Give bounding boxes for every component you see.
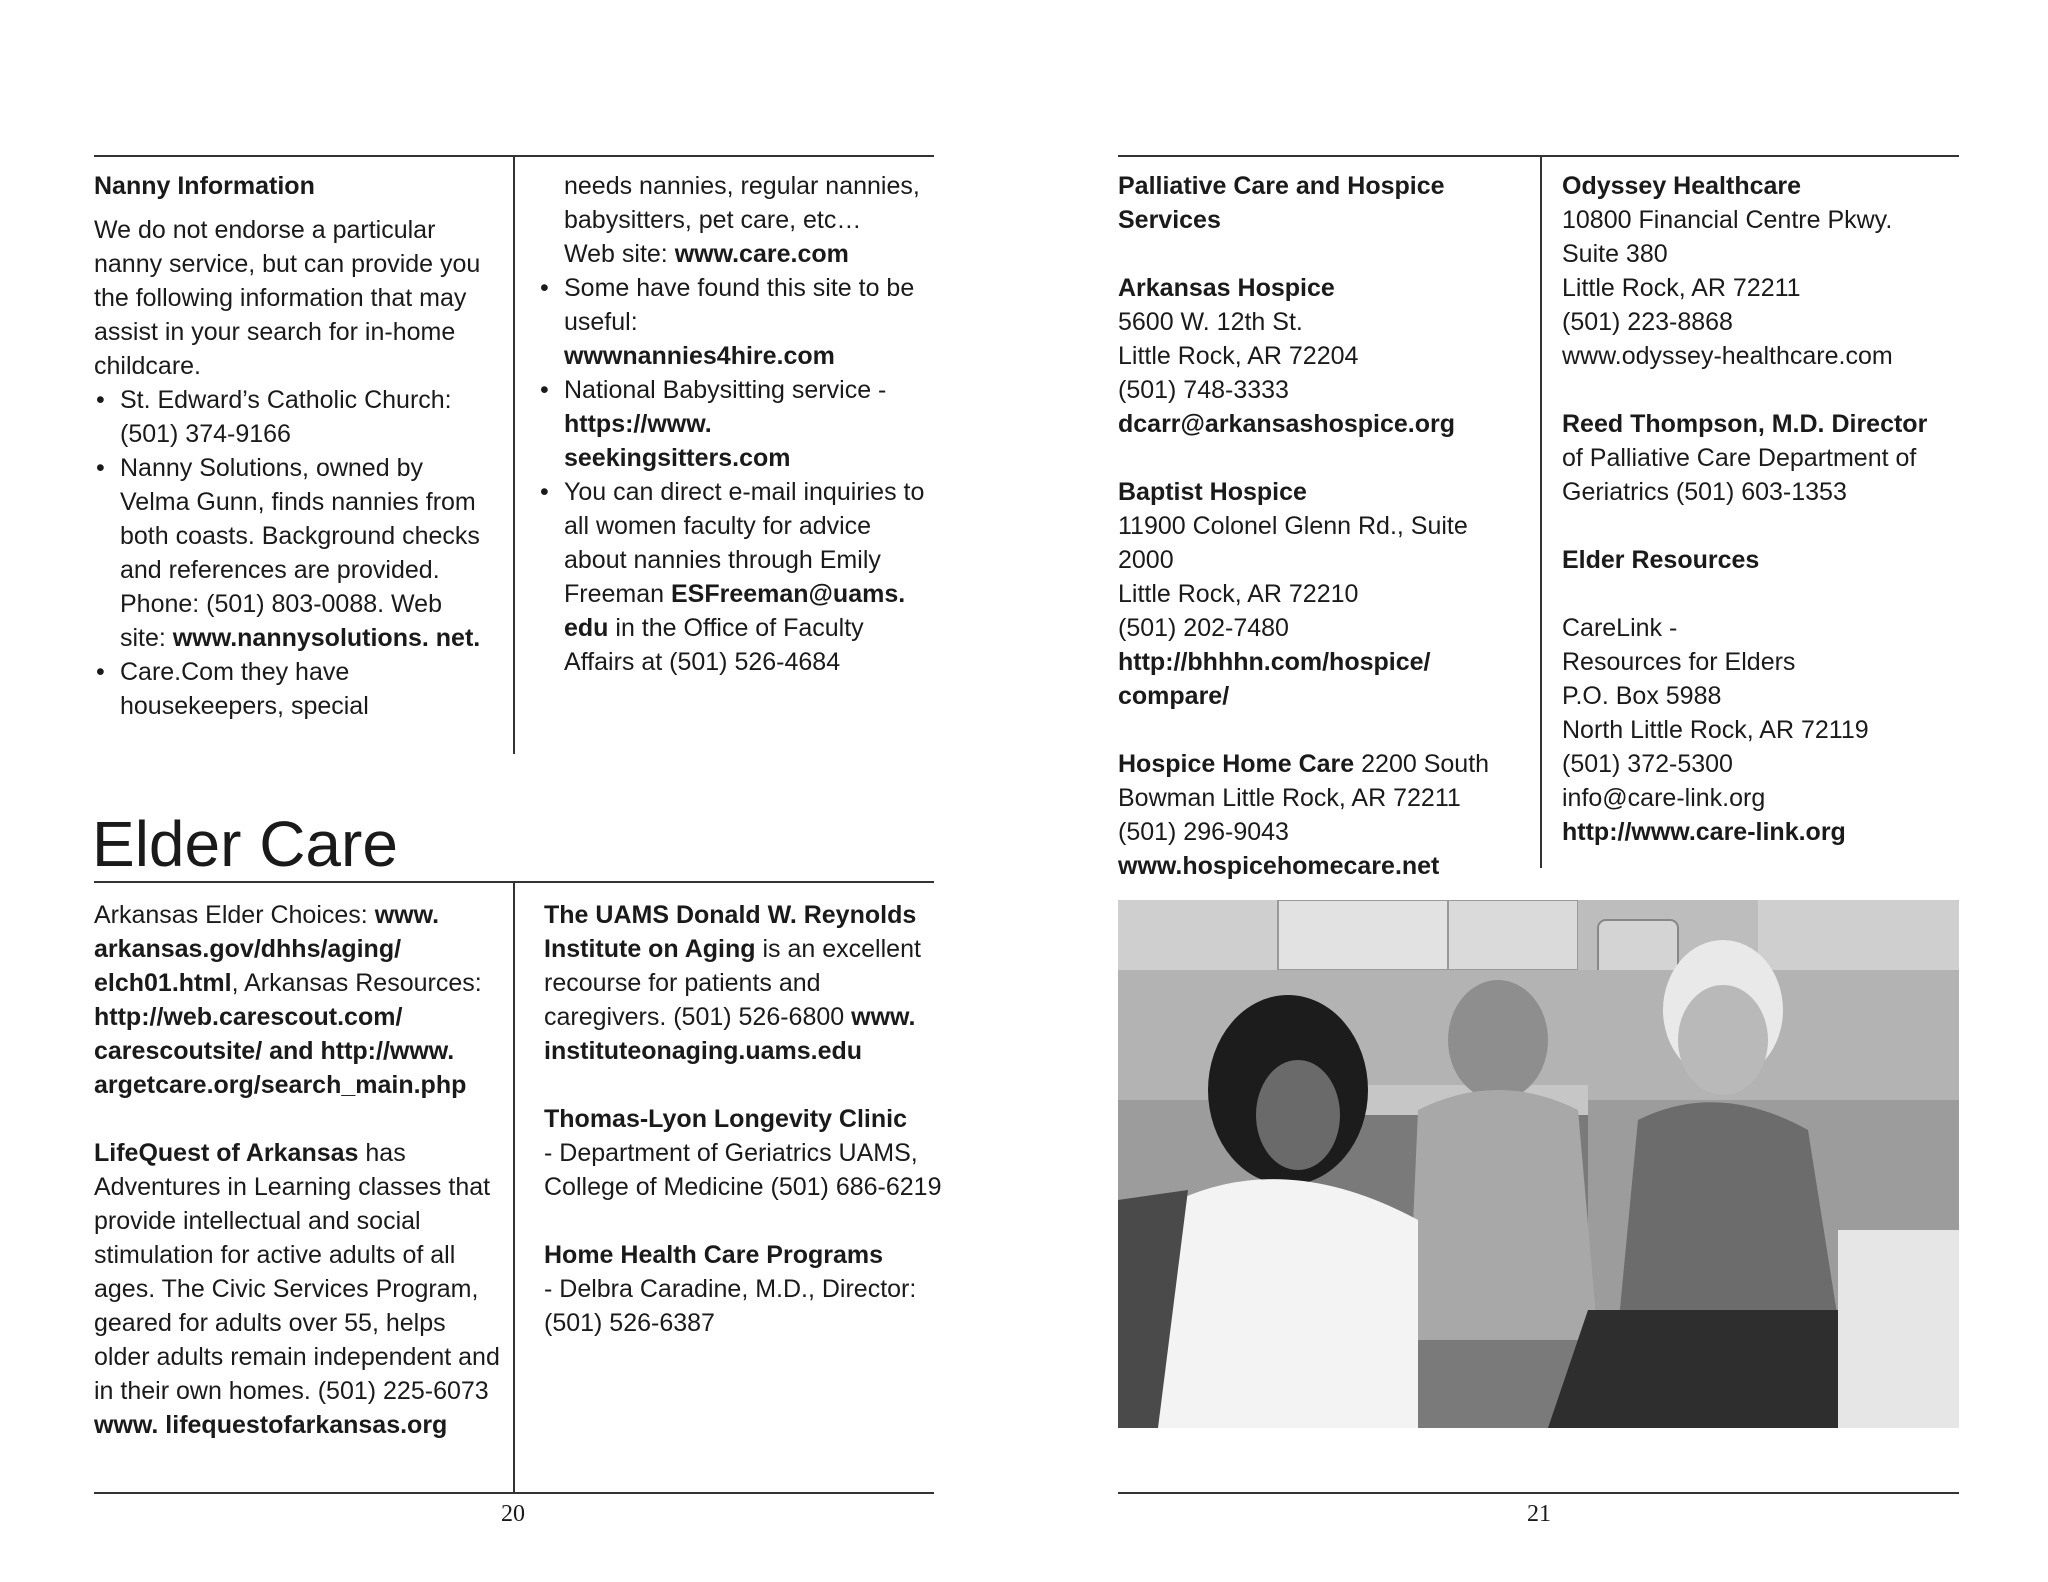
nanny-list-1	[94, 383, 494, 723]
baptist-hospice-city: Little Rock, AR 72210	[1118, 580, 1359, 608]
nanny-column-1	[94, 169, 494, 723]
list-item	[538, 373, 928, 475]
elder-resources-heading: Elder Resources	[1562, 546, 1760, 574]
arkansas-hospice-name: Arkansas Hospice	[1118, 274, 1335, 302]
lifequest-text: has Adventures in Learning classes that provide intellectual and social stimulation for active adults of all ages. The Civic Services Program, geared for adults over 55, helps older adults remain independent and in their own homes. (501) 225-6073	[94, 1139, 500, 1405]
lifequest-name: LifeQuest of Arkansas	[94, 1139, 359, 1167]
carelink-email[interactable]: info@care-link.org	[1562, 784, 1766, 812]
nannies4hire-text: Some have found this site to be useful:	[564, 274, 915, 336]
reed-thompson-name: Reed Thompson, M.D. Director	[1562, 410, 1928, 438]
nannies4hire-link[interactable]: wwwnannies4hire.com	[564, 342, 835, 370]
right-top-rule	[1118, 155, 1959, 157]
odyssey-city: Little Rock, AR 72211	[1562, 274, 1801, 302]
carescout-link[interactable]: http://web.carescout.com/ carescoutsite/ and http://www. argetcare.org/search_main.php	[94, 1003, 467, 1099]
carelink-web[interactable]: http://www.care-link.org	[1562, 818, 1846, 846]
care-com-continuation: needs nannies, regular nannies, babysitters, pet care, etc…	[564, 172, 920, 234]
nanny-solutions-text: Nanny Solutions, owned by Velma Gunn, finds nannies from both coasts. Background checks and references are provided. Phone: (501) 803-0088. Web site:	[120, 454, 480, 652]
nanny-column-2	[538, 169, 928, 679]
resources-column	[1562, 169, 1962, 849]
odyssey-web[interactable]: www.odyssey-healthcare.com	[1562, 342, 1893, 370]
elder-column-1	[94, 898, 504, 1442]
longevity-clinic-heading: Thomas-Lyon Longevity Clinic	[544, 1105, 907, 1133]
nanny-heading: Nanny Information	[94, 172, 315, 200]
reynolds-paragraph	[544, 898, 944, 1068]
page-number-left: 20	[501, 1501, 525, 1527]
elder-choices-label: Arkansas Elder Choices:	[94, 901, 375, 929]
carelink-phone: (501) 372-5300	[1562, 750, 1733, 778]
list-item: • Care.Com they have housekeepers, special	[94, 655, 494, 723]
odyssey-address: 10800 Financial Centre Pkwy.	[1562, 206, 1893, 234]
baptist-hospice-address: 11900 Colonel Glenn Rd., Suite 2000	[1118, 512, 1468, 574]
hospice-home-care-address: 2200 South Bowman Little Rock, AR 72211	[1118, 750, 1490, 812]
nanny-list-2	[538, 271, 928, 679]
reynolds-name: The UAMS Donald W. Reynolds Institute on Aging	[544, 901, 917, 963]
longevity-clinic-text: - Department of Geriatrics UAMS, College of Medicine (501) 686-6219	[544, 1139, 942, 1201]
hospice-home-care-phone: (501) 296-9043	[1118, 818, 1289, 846]
elder-care-title: Elder Care	[92, 808, 398, 880]
carelink-subtitle: Resources for Elders	[1562, 648, 1796, 676]
hospice-home-care	[1118, 747, 1528, 815]
nanny-solutions-link[interactable]: www.nannysolutions. net.	[172, 624, 481, 652]
hospice-column	[1118, 169, 1528, 883]
doctor-patients-photo	[1118, 900, 1959, 1428]
care-com-link[interactable]: www.care.com	[674, 240, 849, 268]
seekingsitters-link[interactable]: https://www. seekingsitters.com	[564, 410, 791, 472]
carelink-city: North Little Rock, AR 72119	[1562, 716, 1869, 744]
palliative-heading: Palliative Care and Hospice Services	[1118, 172, 1445, 234]
lifequest-paragraph	[94, 1136, 504, 1442]
instituteonaging-link[interactable]: www. instituteonaging.uams.edu	[544, 1003, 916, 1065]
elder-choices-link[interactable]: www. arkansas.gov/dhhs/aging/ elch01.html	[94, 901, 440, 997]
odyssey-phone: (501) 223-8868	[1562, 308, 1733, 336]
elder-column-2	[544, 898, 944, 1340]
nanny-intro: We do not endorse a particular nanny service, but can provide you the following information that may assist in your search for in-home childcare.	[94, 216, 481, 380]
babysitting-text: National Babysitting service -	[564, 376, 887, 404]
photo-illustration	[1118, 900, 1959, 1428]
lifequest-link[interactable]: www. lifequestofarkansas.org	[94, 1411, 448, 1439]
right-column-divider	[1540, 156, 1542, 868]
odyssey-name: Odyssey Healthcare	[1562, 172, 1802, 200]
page-number-right: 21	[1527, 1501, 1551, 1527]
home-health-heading: Home Health Care Programs	[544, 1241, 884, 1269]
left-bottom-rule	[94, 1492, 934, 1494]
faculty-text-1: You can direct e-mail inquiries to all women faculty for advice about nannies through Emily Freeman	[564, 478, 925, 608]
carelink-name: CareLink -	[1562, 614, 1678, 642]
arkansas-resources-label: , Arkansas Resources:	[231, 969, 482, 997]
baptist-hospice-phone: (501) 202-7480	[1118, 614, 1289, 642]
list-item	[94, 451, 494, 655]
esfreeman-email-link[interactable]: ESFreeman@uams. edu	[564, 580, 906, 642]
left-lower-column-divider	[513, 882, 515, 1492]
arkansas-hospice-phone: (501) 748-3333	[1118, 376, 1289, 404]
faculty-text-2: in the Office of Faculty Affairs at (501) 526-4684	[564, 614, 864, 676]
carelink-po-box: P.O. Box 5988	[1562, 682, 1722, 710]
left-upper-column-divider	[513, 156, 515, 754]
right-bottom-rule	[1118, 1492, 1959, 1494]
web-label: Web site:	[564, 240, 675, 268]
hospice-home-care-link[interactable]: www.hospicehomecare.net	[1118, 852, 1440, 880]
care-com-web	[538, 237, 928, 271]
list-item	[538, 475, 928, 679]
home-health-text: - Delbra Caradine, M.D., Director: (501) 526-6387	[544, 1275, 917, 1337]
arkansas-hospice-email[interactable]: dcarr@arkansashospice.org	[1118, 410, 1456, 438]
odyssey-suite: Suite 380	[1562, 240, 1668, 268]
reed-thompson-text: of Palliative Care Department of Geriatrics (501) 603-1353	[1562, 444, 1917, 506]
list-item: • St. Edward’s Catholic Church: (501) 374-9166	[94, 383, 494, 451]
reynolds-text: is an excellent recourse for patients and caregivers. (501) 526-6800	[544, 935, 921, 1031]
arkansas-hospice-address: 5600 W. 12th St.	[1118, 308, 1303, 336]
list-item	[538, 271, 928, 373]
baptist-hospice-name: Baptist Hospice	[1118, 478, 1307, 506]
arkansas-hospice-city: Little Rock, AR 72204	[1118, 342, 1359, 370]
elder-choices-paragraph	[94, 898, 504, 1102]
hospice-home-care-name: Hospice Home Care	[1118, 750, 1355, 778]
baptist-hospice-link[interactable]: http://bhhhn.com/hospice/ compare/	[1118, 648, 1431, 710]
